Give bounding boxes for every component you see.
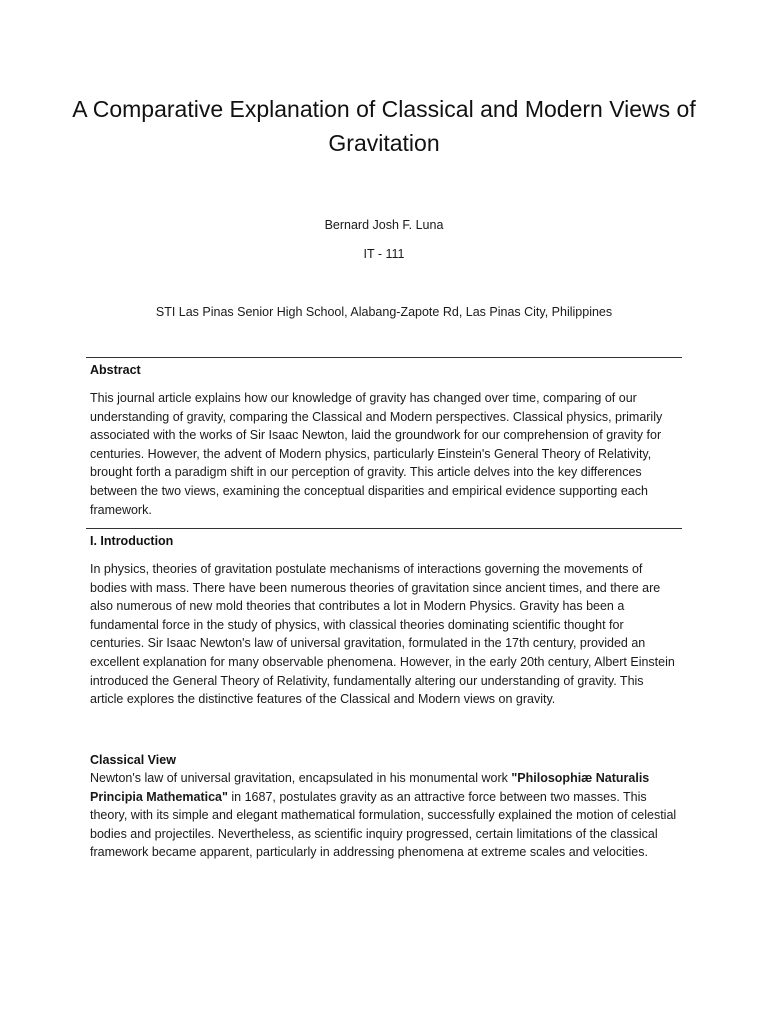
author-name: Bernard Josh F. Luna [324, 218, 444, 232]
abstract-text: This journal article explains how our knowledge of gravity has changed over time, comparing of our understanding of gravity, comparing the Classical and Modern perspectives. Classical physics, primarily associated with the works of Sir Isaac Newton, laid the groundwork for our comprehension of gravity for centuries. However, the advent of Modern physics, particularly Einstein's General Theory of Relativity, brought forth a paradigm shift in our perception of gravity. This article delves into the key differences between the two views, examining the conceptual disparities and empirical evidence supporting each framework. [90, 391, 663, 517]
document-title: A Comparative Explanation of Classical and Modern Views of Gravitation [72, 96, 696, 156]
classical-text-before: Newton's law of universal gravitation, encapsulated in his monumental work [90, 771, 512, 785]
classical-text-after: in 1687, postulates gravity as an attractive force between two masses. This theory, with its simple and elegant mathematical formulation, successfully explained the motion of celestial bodies and projectiles. Nevertheless, as scientific inquiry progressed, certain limitations of the classical framework became apparent, particularly in addressing phenomena at extreme scales and velocities. [90, 789, 677, 860]
section-divider [86, 528, 682, 529]
abstract-heading: Abstract [90, 363, 141, 377]
introduction-heading: I. Introduction [90, 534, 174, 548]
affiliation: STI Las Pinas Senior High School, Alabang-Zapote Rd, Las Pinas City, Philippines [155, 305, 613, 319]
introduction-text: In physics, theories of gravitation postulate mechanisms of interactions governing the movements of bodies with mass. There have been numerous theories of gravitation since ancient times, and there are also numerous of new mold theories that contributes a lot in Modern Physics. Gravity has been a fundamental force in the study of physics, with classical theories dominating scientific thought for centuries. Sir Isaac Newton's law of universal gravitation, formulated in the 17th century, provided an excellent explanation for many observable phenomena. However, in the early 20th century, Albert Einstein introduced the General Theory of Relativity, fundamentally altering our understanding of gravity. This article explores the distinctive features of the Classical and Modern views on gravity. [90, 562, 675, 707]
classical-view-heading: Classical View [90, 753, 176, 767]
course-code: IT - 111 [363, 247, 405, 261]
section-divider [86, 357, 682, 358]
classical-view-text [90, 769, 680, 862]
work-title: "Philosophiæ Naturalis Principia Mathematica" [90, 771, 650, 804]
